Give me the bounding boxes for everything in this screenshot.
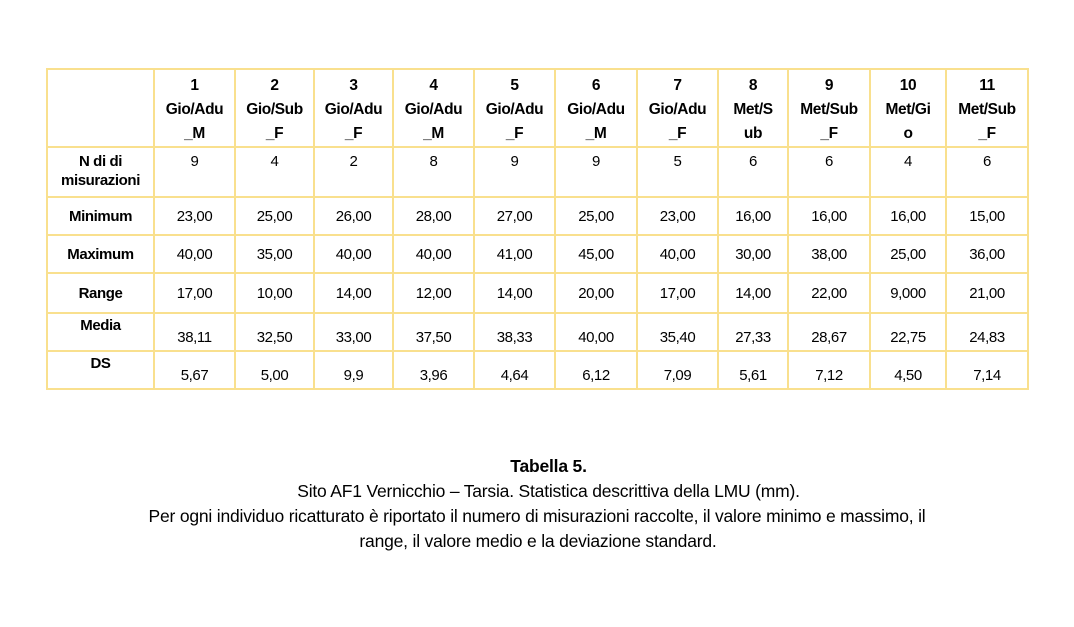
table-cell: 35,40: [637, 313, 718, 351]
table-cell: 4,64: [474, 351, 555, 389]
table-cell: 35,00: [235, 235, 314, 273]
column-number: 8: [748, 77, 758, 94]
column-header: [314, 69, 393, 147]
column-number: 11: [979, 77, 995, 94]
table-cell: 38,00: [788, 235, 870, 273]
table-cell: 15,00: [946, 197, 1028, 235]
table-cell: 9: [555, 147, 637, 197]
row-label: Minimum: [47, 197, 154, 235]
table-cell: 40,00: [314, 235, 393, 273]
table-cell: 8: [393, 147, 474, 197]
table-cell: 5: [637, 147, 718, 197]
table-cell: 7,09: [637, 351, 718, 389]
table-cell: 6: [946, 147, 1028, 197]
table-cell: 4: [235, 147, 314, 197]
row-label: Maximum: [47, 235, 154, 273]
column-name: Gio/Sub: [246, 101, 303, 118]
table-cell: 38,11: [154, 313, 235, 351]
column-number: 6: [591, 77, 601, 94]
column-header: [788, 69, 870, 147]
column-name: Gio/Adu: [324, 101, 383, 118]
table-row-n-misurazioni: [47, 147, 1028, 197]
column-name-suffix: _M: [423, 125, 444, 142]
table-cell: 22,00: [788, 273, 870, 313]
column-name: Gio/Adu: [165, 101, 224, 118]
column-name: Met/S: [733, 101, 773, 118]
column-number: 3: [349, 77, 358, 94]
column-name-suffix: _F: [820, 125, 838, 142]
table-cell: 45,00: [555, 235, 637, 273]
table-cell: 16,00: [718, 197, 788, 235]
table-cell: 25,00: [870, 235, 946, 273]
table-cell: 9: [154, 147, 235, 197]
row-label: N di di misurazioni: [47, 147, 154, 197]
table-cell: 41,00: [474, 235, 555, 273]
table-cell: 22,75: [870, 313, 946, 351]
table-cell: 28,67: [788, 313, 870, 351]
table-cell: 4: [870, 147, 946, 197]
column-header: [870, 69, 946, 147]
column-number: 5: [510, 77, 519, 94]
table-cell: 2: [314, 147, 393, 197]
table-cell: 5,67: [154, 351, 235, 389]
column-header: [946, 69, 1028, 147]
table-cell: 9,000: [870, 273, 946, 313]
row-label: Media: [47, 313, 154, 351]
caption-line-1: Sito AF1 Vernicchio – Tarsia. Statistica descrittiva della LMU (mm).: [297, 481, 800, 501]
table-cell: 5,61: [718, 351, 788, 389]
column-header: [235, 69, 314, 147]
table-header-row: [47, 69, 1028, 147]
column-header: [555, 69, 637, 147]
table-cell: 14,00: [718, 273, 788, 313]
table-cell: 3,96: [393, 351, 474, 389]
table-cell: 7,12: [788, 351, 870, 389]
column-number: 2: [270, 77, 279, 94]
table-cell: 24,83: [946, 313, 1028, 351]
table-row-media: [47, 313, 1028, 351]
caption-title: Tabella 5.: [510, 456, 587, 476]
table-cell: 30,00: [718, 235, 788, 273]
table-cell: 6: [718, 147, 788, 197]
table-cell: 21,00: [946, 273, 1028, 313]
column-name-suffix: _F: [505, 125, 524, 142]
table-cell: 5,00: [235, 351, 314, 389]
table-cell: 14,00: [474, 273, 555, 313]
statistics-table: [46, 68, 1029, 390]
column-name-suffix: ub: [743, 125, 763, 142]
row-label: Range: [47, 273, 154, 313]
table-cell: 16,00: [870, 197, 946, 235]
row-label: DS: [47, 351, 154, 389]
column-name-suffix: _F: [978, 125, 996, 142]
table-cell: 23,00: [637, 197, 718, 235]
column-number: 9: [824, 77, 834, 94]
column-header: [637, 69, 718, 147]
table-cell: 6,12: [555, 351, 637, 389]
column-header: [393, 69, 474, 147]
table-cell: 14,00: [314, 273, 393, 313]
column-name-suffix: _M: [585, 125, 607, 142]
table-cell: 28,00: [393, 197, 474, 235]
column-name: Gio/Adu: [485, 101, 544, 118]
table-cell: 9: [474, 147, 555, 197]
table-row-range: [47, 273, 1028, 313]
table-cell: 26,00: [314, 197, 393, 235]
caption-line-3: range, il valore medio e la deviazione standard.: [359, 531, 717, 551]
table-row-ds: [47, 351, 1028, 389]
column-number: 4: [429, 77, 438, 94]
table-cell: 25,00: [235, 197, 314, 235]
table-cell: 17,00: [154, 273, 235, 313]
column-name-suffix: _M: [184, 125, 205, 142]
column-number: 1: [190, 77, 199, 94]
column-header: [154, 69, 235, 147]
column-number: 10: [899, 77, 917, 94]
table-cell: 40,00: [637, 235, 718, 273]
table-cell: 33,00: [314, 313, 393, 351]
table-cell: 37,50: [393, 313, 474, 351]
table-cell: 38,33: [474, 313, 555, 351]
table-cell: 40,00: [393, 235, 474, 273]
column-name: Met/Sub: [800, 101, 858, 118]
table-cell: 36,00: [946, 235, 1028, 273]
column-name-suffix: _F: [344, 125, 363, 142]
column-name-suffix: _F: [668, 125, 687, 142]
column-name: Gio/Adu: [648, 101, 707, 118]
table-cell: 25,00: [555, 197, 637, 235]
column-name: Met/Gi: [885, 101, 931, 118]
column-header: [718, 69, 788, 147]
table-cell: 16,00: [788, 197, 870, 235]
caption-line-2: Per ogni individuo ricatturato è riportato il numero di misurazioni raccolte, il valore minimo e massimo, il: [148, 506, 926, 526]
column-name: Gio/Adu: [567, 101, 625, 118]
table-cell: 6: [788, 147, 870, 197]
table-cell: 12,00: [393, 273, 474, 313]
table-cell: 10,00: [235, 273, 314, 313]
table-cell: 40,00: [154, 235, 235, 273]
table-cell: 23,00: [154, 197, 235, 235]
table-cell: 32,50: [235, 313, 314, 351]
table-row-minimum: [47, 197, 1028, 235]
table-cell: 27,33: [718, 313, 788, 351]
column-number: 7: [673, 77, 682, 94]
column-name-suffix: o: [903, 125, 913, 142]
header-corner-cell: [47, 69, 154, 147]
column-name: Met/Sub: [958, 101, 1016, 118]
table-cell: 27,00: [474, 197, 555, 235]
table-cell: 4,50: [870, 351, 946, 389]
table-cell: 9,9: [314, 351, 393, 389]
table-caption: [0, 454, 1074, 554]
column-name-suffix: _F: [265, 125, 284, 142]
column-header: [474, 69, 555, 147]
table-cell: 20,00: [555, 273, 637, 313]
column-name: Gio/Adu: [404, 101, 463, 118]
table-cell: 7,14: [946, 351, 1028, 389]
table-cell: 40,00: [555, 313, 637, 351]
table-cell: 17,00: [637, 273, 718, 313]
table-row-maximum: [47, 235, 1028, 273]
